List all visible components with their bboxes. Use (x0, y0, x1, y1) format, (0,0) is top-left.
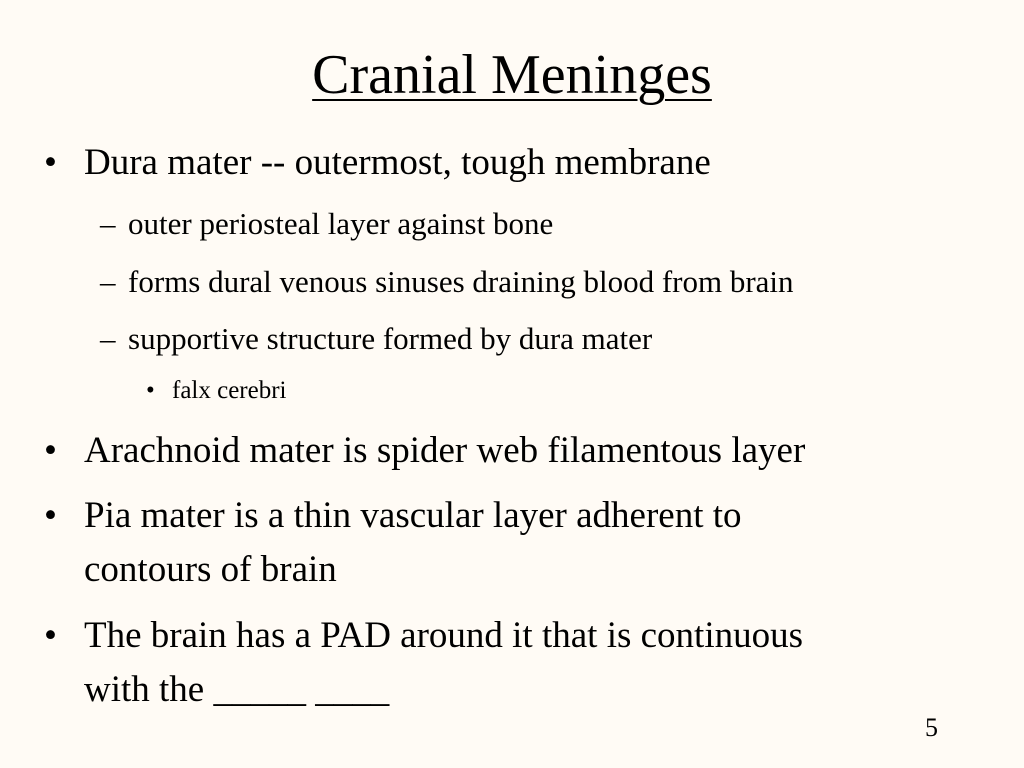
page-number: 5 (925, 713, 938, 742)
bullet-text-line2: with the _____ ____ (84, 669, 390, 710)
bullet-text-line1: The brain has a PAD around it that is continuous (84, 615, 804, 656)
bullet-text-line2: contours of brain (84, 549, 337, 590)
bullet-icon: • (44, 495, 57, 536)
bullet-text-line1: Pia mater is a thin vascular layer adherent to (84, 495, 742, 536)
dash-icon: – (100, 206, 116, 241)
sub-bullet-text: outer periosteal layer against bone (128, 206, 554, 241)
dash-icon: – (100, 321, 116, 356)
bullet-text: Arachnoid mater is spider web filamentous layer (84, 430, 806, 471)
bullet-text: Dura mater -- outermost, tough membrane (84, 142, 711, 183)
bullet-icon: • (146, 377, 155, 404)
slide-title: Cranial Meninges (312, 44, 712, 106)
bullet-icon: • (44, 142, 57, 183)
sub-sub-bullet-text: falx cerebri (172, 377, 287, 404)
dash-icon: – (100, 264, 116, 299)
sub-bullet-text: supportive structure formed by dura mater (128, 321, 653, 356)
sub-bullet-text: forms dural venous sinuses draining blood from brain (128, 264, 794, 299)
bullet-icon: • (44, 430, 57, 471)
bullet-icon: • (44, 615, 57, 656)
